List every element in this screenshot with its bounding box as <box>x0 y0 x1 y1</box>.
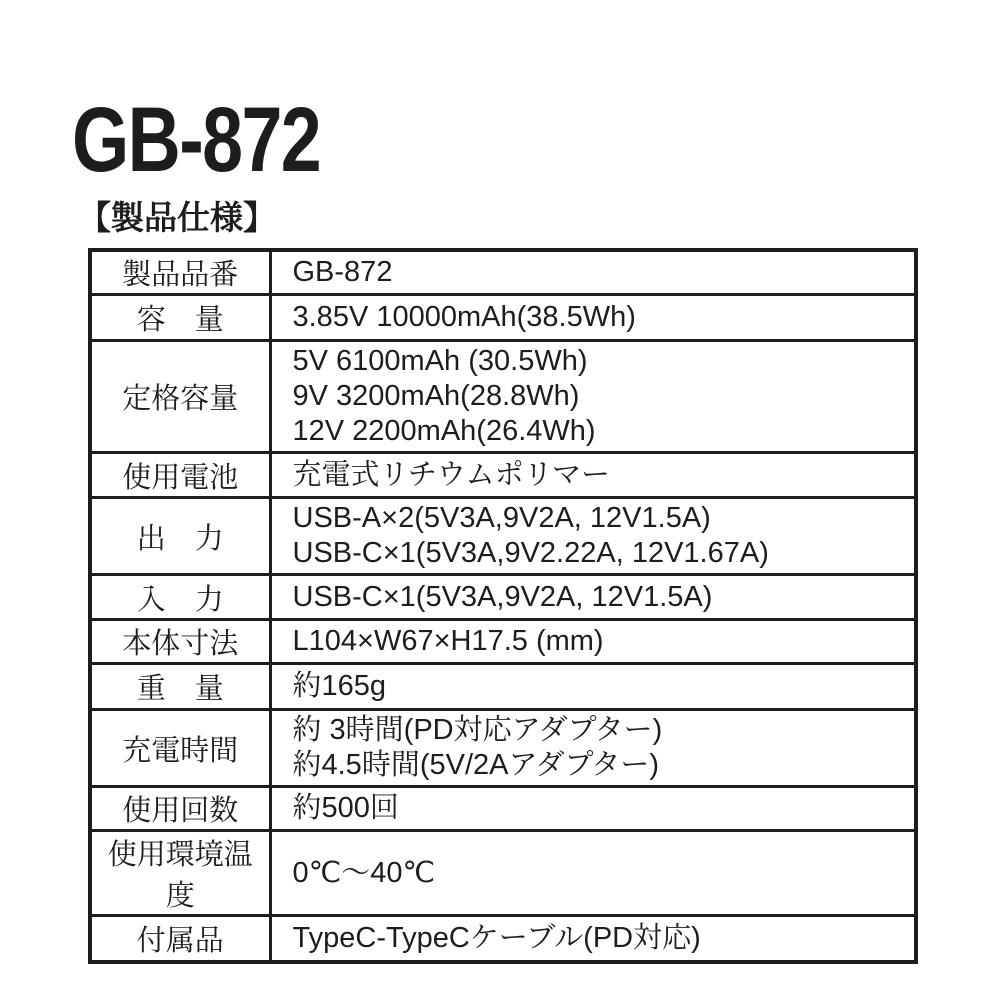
spec-value: 充電式リチウムポリマー <box>292 458 611 491</box>
spec-label: 容 量 <box>90 295 270 341</box>
spec-label: 重 量 <box>90 664 270 710</box>
row-cycle-count <box>90 787 916 831</box>
spec-value: L104×W67×H17.5 (mm) <box>292 625 604 657</box>
spec-label: 充電時間 <box>90 710 270 787</box>
section-heading: 【製品仕様】 <box>78 199 276 236</box>
row-capacity <box>90 295 916 341</box>
spec-label: 付属品 <box>90 916 270 962</box>
spec-value: 約500回 <box>292 792 399 824</box>
spec-label: 製品品番 <box>90 250 270 295</box>
spec-label: 入 力 <box>90 575 270 620</box>
spec-value: 5V 6100mAh (30.5Wh) <box>292 345 588 377</box>
spec-value: 約4.5時間(5V/2Aアダプター) <box>292 749 660 781</box>
spec-value: USB-A×2(5V3A,9V2A, 12V1.5A) <box>292 502 711 534</box>
spec-value: 0℃～40℃ <box>292 856 436 889</box>
row-operating-temp <box>90 831 916 916</box>
spec-value: 9V 3200mAh(28.8Wh) <box>292 380 580 412</box>
spec-label: 使用環境温度 <box>90 831 270 916</box>
row-accessories <box>90 916 916 962</box>
spec-value: GB-872 <box>292 256 393 288</box>
spec-value: 約165g <box>292 670 387 702</box>
spec-value: 約 3時間(PD対応アダプター) <box>292 714 663 746</box>
row-charge-time <box>90 710 916 787</box>
spec-value: 3.85V 10000mAh(38.5Wh) <box>292 301 636 333</box>
row-battery-type <box>90 453 916 498</box>
spec-value: 12V 2200mAh(26.4Wh) <box>292 415 596 447</box>
row-rated-capacity <box>90 341 916 453</box>
row-model-number <box>90 250 916 295</box>
row-weight <box>90 664 916 710</box>
product-model-title: GB-872 <box>72 89 321 191</box>
row-input <box>90 575 916 620</box>
spec-value: TypeC-TypeCケーブル(PD対応) <box>292 921 701 954</box>
spec-label: 定格容量 <box>90 341 270 453</box>
row-output <box>90 498 916 575</box>
row-dimensions <box>90 620 916 664</box>
spec-label: 使用電池 <box>90 453 270 498</box>
spec-value: USB-C×1(5V3A,9V2.22A, 12V1.67A) <box>292 537 769 569</box>
spec-label: 本体寸法 <box>90 620 270 664</box>
spec-table <box>88 248 918 964</box>
spec-label: 出 力 <box>90 498 270 575</box>
spec-label: 使用回数 <box>90 787 270 831</box>
spec-value: USB-C×1(5V3A,9V2A, 12V1.5A) <box>292 580 713 613</box>
